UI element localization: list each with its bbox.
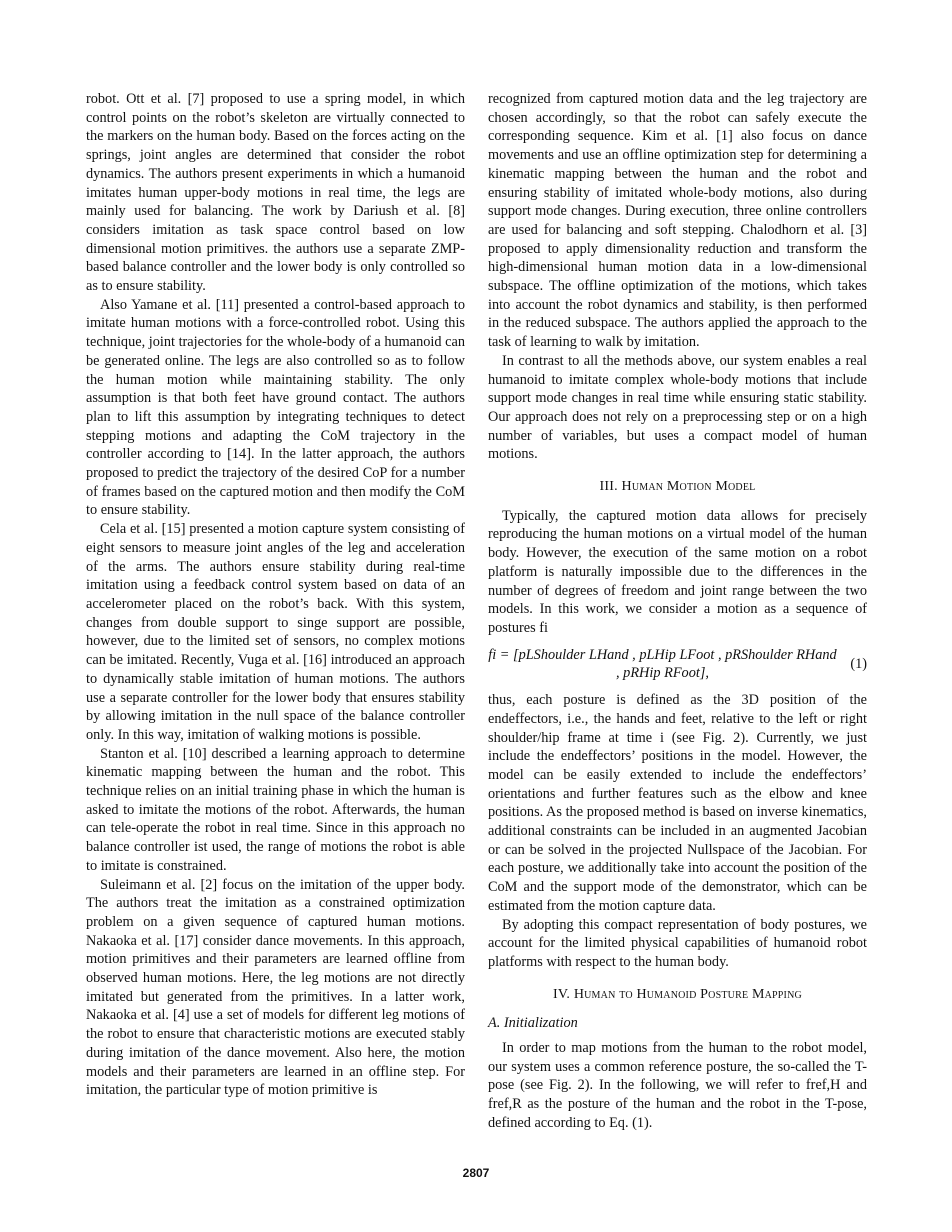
right-column [488,90,867,1133]
paragraph: recognized from captured motion data and the leg trajectory are chosen accordingly, so that the robot can safely execute the corresponding sequence. Kim et al. [1] also focus on dance movements and use an offline optimization step for determining a kinematic mapping between the human and the robot and ensuring stability of imitated whole-body motions, also during support mode changes. During execution, three online controllers are used for balancing and soft stepping. Chalodhorn et al. [3] proposed to apply dimensionality reduction and transform the high-dimensional human motion data in a low-dimensional subspace. The offline optimization of the motions, which takes into account the robot dynamics and stability, is then performed in the reduced subspace. The authors applied the approach to the task of learning to walk by imitation. [488,91,867,351]
paragraph: Suleimann et al. [2] focus on the imitation of the upper body. The authors treat the imitation as a constrained optimization problem on a given sequence of captured human motions. Nakaoka et al. [17] consider dance movements. In this approach, motion primitives and their parameters are learned offline from observed human motions. Here, the leg motions are not directly imitated but generated from the primitives. In a latter work, Nakaoka et al. [4] use a set of models for different leg motions of the robot to ensure that characteristic motions are executed stably during imitation of the dance movement. Also here, the motion models and their parameters are learned in an offline step. For imitation, the particular type of motion primitive is [86,876,465,1099]
paragraph: Also Yamane et al. [11] presented a control-based approach to imitate human motions with a force-controlled robot. Using this technique, joint trajectories for the whole-body of a humanoid can be generated online. The legs are also controlled so as to follow the human motion while maintaining stability. The only assumption is that both feet have ground contact. The authors plan to lift this assumption by integrating techniques to detect stepping motions and adapting the CoM trajectory in the controller according to [14]. In the latter approach, the authors proposed to predict the trajectory of the desired CoP for a number of frames based on the captured motion and then modify the CoM to ensure stability. [86,296,465,519]
paragraph: By adopting this compact representation of body postures, we account for the limited physical capabilities of humanoid robot platforms with respect to the human body. [488,916,867,970]
paragraph: Cela et al. [15] presented a motion capture system consisting of eight sensors to measure joint angles of the leg and acceleration of the arms. The authors ensure stability during real-time imitation using a feedback control system based on data of an accelerometer placed on the robot’s back. With this system, changes from double support to singe support are possible, however, due to the limited set of sensors, no complex motions can be imitated. Recently, Vuga et al. [16] introduced an approach to dynamically stable imitation of human motions. The authors use a separate controller for the lower body that ensures stability by allowing imitation in the null space of the balance controller only. In this way, imitation of walking motions is possible. [86,521,465,743]
section-title: Human to Humanoid Posture Mapping [573,986,802,1002]
page-number: 2807 [462,1166,490,1180]
paragraph: thus, each posture is defined as the 3D position of the endeffectors, i.e., the hands and feet, relative to the left or right shoulder/hip frame at time i (see Fig. 2). Currently, we just include the endeffectors’ positions in the model. However, the model can be easily extended to include the endeffectors’ orientations and further features such as the elbow and knee positions. As the proposed method is based on inverse kinematics, additional constraints can be included in an augmented Jacobian or can be solved in the projected Nullspace of the Jacobian. For each posture, we additionally take into account the position of the CoM and the support mode of the demonstrator, which can be estimated from the motion capture data. [488,692,867,914]
equation-number: (1) [850,656,867,673]
equation [488,646,867,683]
subsection-heading: A. Initialization [488,1015,578,1032]
section-number: IV. [553,986,571,1002]
paragraph: In order to map motions from the human to the robot model, our system uses a common reference posture, the so-called the T-pose (see Fig. 2). In the following, we will refer to fref,H and fref,R as the posture of the human and the robot in the T-pose, defined according to Eq. (1). [488,1040,867,1131]
paragraph: In contrast to all the methods above, our system enables a real humanoid to imitate complex whole-body motions that include support mode changes in real time while ensuring static stability. Our approach does not rely on a preprocessing step or on a high number of variables, but uses a compact model of human motions. [488,352,867,463]
section-heading-3 [488,478,867,497]
section-title: Human Motion Model [621,479,756,495]
section-number: III. [599,479,618,495]
paragraph: Stanton et al. [10] described a learning approach to determine kinematic mapping between the human and the robot. This technique relies on an initial training phase in which the human is asked to imitate the motions of the robot. Afterwards, the human can tele-operate the robot in real time. Since in this approach no balance controller ist used, the range of motions the robot is able to imitate is constrained. [86,745,465,874]
equation-body: fi = [pLShoulder LHand , pLHip LFoot , pRShoulder RHand , pRHip RFoot], [488,646,837,682]
section-heading-4 [488,986,867,1005]
left-column [86,90,465,1100]
paragraph: Typically, the captured motion data allows for precisely reproducing the human motions on a virtual model of the human body. However, the execution of the same motion on a robot platform is naturally impossible due to the differences in the number of degrees of freedom and joint range between the two models. In this work, we consider a motion as a sequence of postures fi [488,507,867,636]
paragraph: robot. Ott et al. [7] proposed to use a spring model, in which control points on the robot’s skeleton are virtually connected to the markers on the human body. Based on the forces acting on the springs, joint angles are determined that consider the robot dynamics. The authors present experiments in which a humanoid imitates human upper-body motions in real time, the legs are mainly used for balancing. The work by Dariush et al. [8] considers imitation as task space control based on low dimensional motion primitives. the authors use a separate ZMP-based balance controller and the lower body is only controlled so as to ensure stability. [86,91,465,295]
